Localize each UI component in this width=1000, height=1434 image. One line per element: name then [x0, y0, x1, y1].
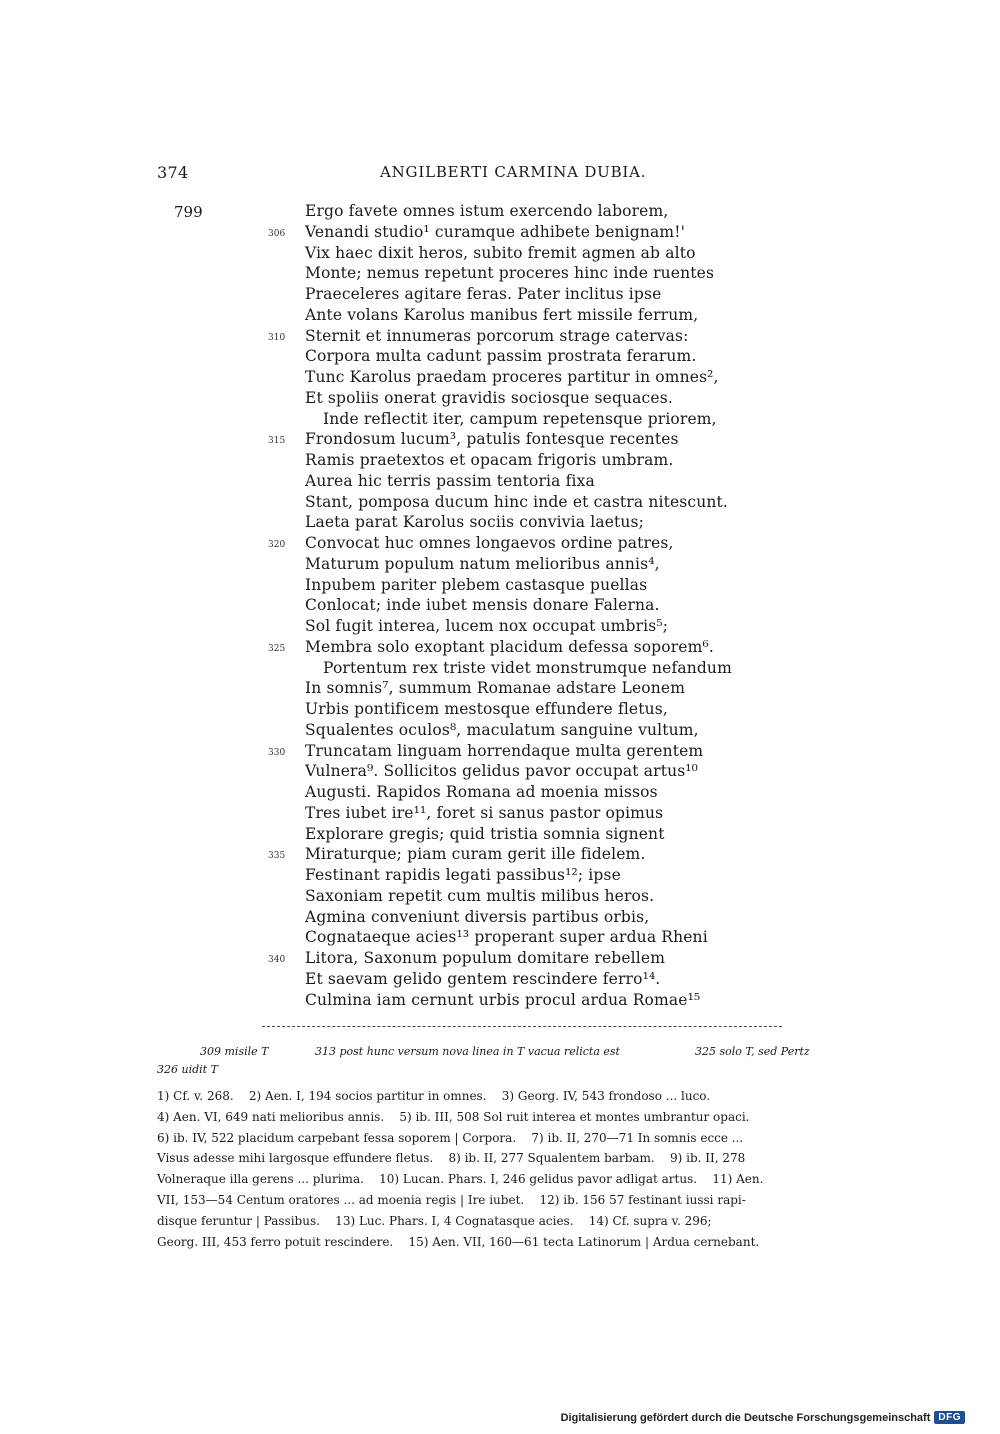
verse-text: Agmina conveniunt diversis partibus orbis,	[305, 907, 650, 926]
line-number: 330	[268, 747, 286, 758]
apparatus-note: 326 uidit T	[157, 1063, 218, 1076]
page-number: 374	[157, 163, 189, 182]
verse-text: Truncatam linguam horrendaque multa gerentem	[305, 741, 704, 760]
apparatus-line	[200, 1045, 840, 1061]
verse-line	[0, 472, 1000, 493]
verse-line	[0, 866, 1000, 887]
separator-rule	[262, 1026, 782, 1027]
footnote-line: Georg. III, 453 ferro potuit rescindere. 15) Aen. VII, 160—61 tecta Latinorum | Ardua cernebant.	[157, 1234, 760, 1249]
footnote-line: 6) ib. IV, 522 placidum carpebant fessa soporem | Corpora. 7) ib. II, 270—71 In somnis ecce ...	[157, 1130, 744, 1145]
verse-text: Squalentes oculos⁸, maculatum sanguine vultum,	[305, 720, 699, 739]
verse-text: Et spoliis onerat gravidis sociosque sequaces.	[305, 388, 673, 407]
verse-line	[0, 264, 1000, 285]
verse-text: Frondosum lucum³, patulis fontesque recentes	[305, 430, 679, 449]
dfg-logo: DFG	[934, 1411, 965, 1424]
verse-line	[0, 949, 1000, 970]
verse-line	[0, 991, 1000, 1012]
verse-text: Urbis pontificem mestosque effundere fletus,	[305, 700, 668, 718]
verse-line	[0, 327, 1000, 348]
verse-text: Praeceleres agitare feras. Pater inclitus ipse	[305, 285, 662, 303]
verse-line	[0, 244, 1000, 265]
verse-text: Inde reflectit iter, campum repetensque priorem,	[323, 409, 717, 428]
verse-text: Et saevam gelido gentem rescindere ferro¹⁴.	[305, 969, 661, 988]
verse-line	[0, 389, 1000, 410]
verse-text: Culmina iam cernunt urbis procul ardua Romae¹⁵	[305, 990, 701, 1009]
running-head: ANGILBERTI CARMINA DUBIA.	[380, 163, 647, 181]
footnote-line: Volneraque illa gerens ... plurima. 10) Lucan. Phars. I, 246 gelidus pavor adligat artus. 11) Aen.	[157, 1172, 764, 1187]
verse-line	[0, 721, 1000, 742]
verse-text: Ergo favete omnes istum exercendo laborem,	[305, 202, 669, 220]
verse-line	[0, 513, 1000, 534]
verse-line	[0, 555, 1000, 576]
verse-line	[0, 970, 1000, 991]
verse-line	[0, 783, 1000, 804]
footnote-line: disque feruntur | Passibus. 13) Luc. Phars. I, 4 Cognatasque acies. 14) Cf. supra v. 296;	[157, 1213, 712, 1228]
verse-line	[0, 679, 1000, 700]
verse-text: Tunc Karolus praedam proceres partitur in omnes²,	[305, 368, 719, 386]
verse-line	[0, 700, 1000, 721]
verse-text: Saxoniam repetit cum multis milibus heros.	[305, 886, 655, 905]
verse-line	[0, 659, 1000, 680]
verse-text: Monte; nemus repetunt proceres hinc inde ruentes	[305, 264, 715, 283]
verse-text: Convocat huc omnes longaevos ordine patres,	[305, 534, 674, 552]
verse-line	[0, 887, 1000, 908]
verse-text: Ramis praetextos et opacam frigoris umbram.	[305, 451, 674, 469]
verse-line	[0, 223, 1000, 244]
verse-text: Vix haec dixit heros, subito fremit agmen ab alto	[305, 243, 696, 262]
verse-text: Tres iubet ire¹¹, foret si sanus pastor opimus	[305, 803, 664, 822]
line-number: 320	[268, 540, 286, 550]
verse-text: Miraturque; piam curam gerit ille fidelem.	[305, 845, 646, 864]
line-number: 310	[268, 332, 286, 343]
verse-text: Explorare gregis; quid tristia somnia signent	[305, 824, 665, 843]
verse-line	[0, 202, 1000, 223]
verse-text: Laeta parat Karolus sociis convivia laetus;	[305, 513, 645, 532]
verse-line	[0, 596, 1000, 617]
verse-line	[0, 410, 1000, 431]
verse-text: In somnis⁷, summum Romanae adstare Leonem	[305, 679, 686, 698]
verse-text: Stant, pomposa ducum hinc inde et castra nitescunt.	[305, 492, 728, 511]
verse-line	[0, 825, 1000, 846]
verse-line	[0, 845, 1000, 866]
verse-line	[0, 493, 1000, 514]
verse-text: Maturum populum natum melioribus annis⁴,	[305, 554, 660, 573]
verse-line	[0, 534, 1000, 555]
verse-line	[0, 451, 1000, 472]
verse-text: Vulnera⁹. Sollicitos gelidus pavor occupat artus¹⁰	[305, 762, 699, 781]
verse-line	[0, 576, 1000, 597]
line-number: 335	[268, 851, 286, 862]
verse-text: Corpora multa cadunt passim prostrata ferarum.	[305, 347, 697, 366]
verse-line	[0, 638, 1000, 659]
verse-line	[0, 617, 1000, 638]
verse-line	[0, 306, 1000, 327]
line-number: 315	[268, 436, 286, 447]
verse-line	[0, 762, 1000, 783]
verse-line	[0, 908, 1000, 929]
line-number: 306	[268, 228, 286, 239]
year-marker: 799	[174, 203, 203, 221]
verse-text: Sternit et innumeras porcorum strage catervas:	[305, 326, 689, 345]
verse-line	[0, 430, 1000, 451]
verse-line	[0, 928, 1000, 949]
verse-text: Litora, Saxonum populum domitare rebellem	[305, 949, 666, 967]
verse-text: Membra solo exoptant placidum defessa soporem⁶.	[305, 637, 714, 656]
verse-text: Cognataeque acies¹³ properant super ardua Rheni	[305, 928, 708, 947]
verse-line	[0, 285, 1000, 306]
apparatus-note: 313 post hunc versum nova linea in T vacua relicta est	[315, 1045, 620, 1058]
verse-line	[0, 368, 1000, 389]
footer-text: Digitalisierung gefördert durch die Deutsche Forschungsgemeinschaft	[560, 1411, 931, 1424]
footnote-line: 1) Cf. v. 268. 2) Aen. I, 194 socios partitur in omnes. 3) Georg. IV, 543 frondoso ... luco.	[157, 1089, 711, 1103]
verse-text: Inpubem pariter plebem castasque puellas	[305, 575, 648, 594]
footnote-line: 4) Aen. VI, 649 nati melioribus annis. 5) ib. III, 508 Sol ruit interea et montes umbrantur opaci.	[157, 1109, 750, 1124]
apparatus-note: 309 misile T	[200, 1045, 269, 1058]
verse-text: Augusti. Rapidos Romana ad moenia missos	[305, 783, 658, 801]
verse-text: Venandi studio¹ curamque adhibete benignam!'	[305, 222, 685, 241]
verse-line	[0, 347, 1000, 368]
line-number: 325	[268, 643, 286, 654]
footnote-line: Visus adesse mihi largosque effundere fletus. 8) ib. II, 277 Squalentem barbam. 9) ib. II, 278	[157, 1151, 746, 1166]
verse-text: Conlocat; inde iubet mensis donare Falerna.	[305, 596, 660, 615]
verse-text: Portentum rex triste videt monstrumque nefandum	[323, 658, 732, 677]
verse-line	[0, 742, 1000, 763]
verse-text: Aurea hic terris passim tentoria fixa	[305, 471, 595, 490]
verse-text: Sol fugit interea, lucem nox occupat umbris⁵;	[305, 617, 669, 635]
verse-text: Ante volans Karolus manibus fert missile ferrum,	[305, 305, 699, 324]
apparatus-note: 325 solo T, sed Pertz	[695, 1045, 810, 1058]
footnote-line: VII, 153—54 Centum oratores ... ad moenia regis | Ire iubet. 12) ib. 156 57 festinant iussi rapi-	[157, 1193, 746, 1207]
footer-credit	[561, 1411, 965, 1424]
verse-line	[0, 804, 1000, 825]
verse-text: Festinant rapidis legati passibus¹²; ipse	[305, 866, 621, 884]
line-number: 340	[268, 955, 286, 965]
